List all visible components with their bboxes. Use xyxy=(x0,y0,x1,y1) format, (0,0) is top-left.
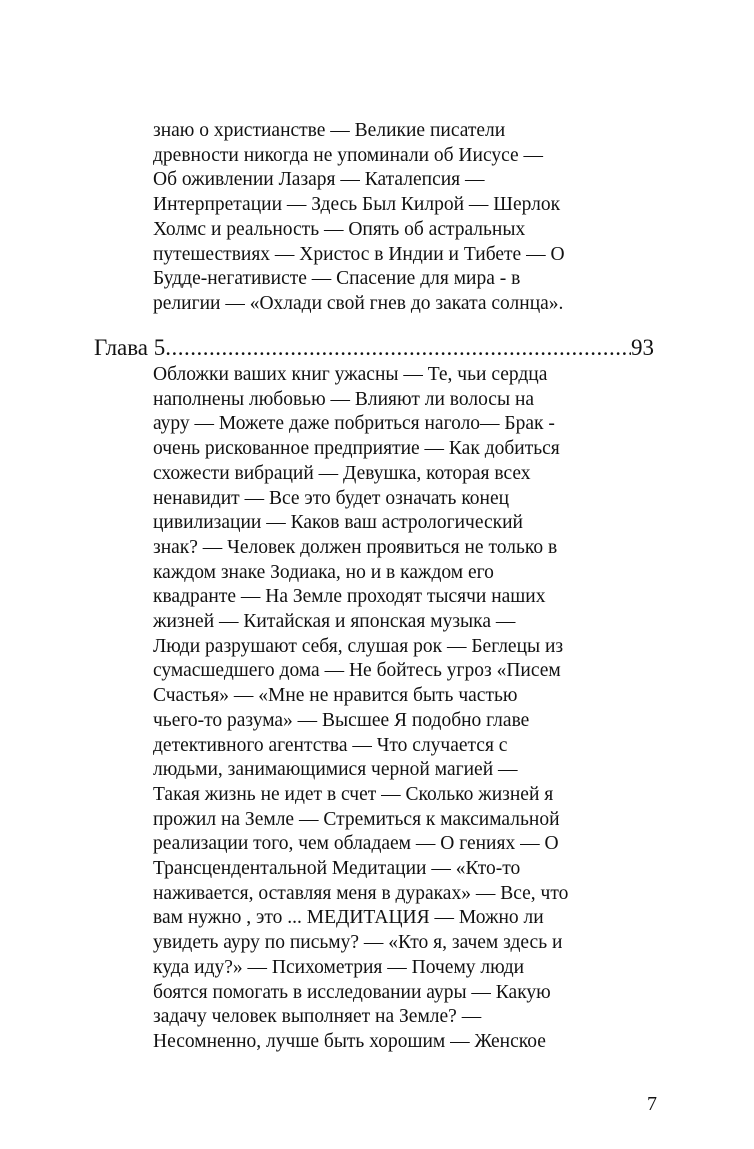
text-line: ауру — Можете даже побриться наголо— Брак - xyxy=(153,413,555,435)
text-line: Такая жизнь не идет в счет — Сколько жизней я xyxy=(153,783,554,805)
text-line: Будде-негативисте — Спасение для мира - в xyxy=(153,268,521,290)
text-line: квадранте — На Земле проходят тысячи наших xyxy=(153,586,546,608)
chapter-title: Глава 5 xyxy=(94,335,166,360)
text-line: вам нужно , это ... МЕДИТАЦИЯ — Можно ли xyxy=(153,907,544,929)
text-line: сумасшедшего дома — Не бойтесь угроз «Писем xyxy=(153,660,561,682)
text-line: знаю о христианстве — Великие писатели xyxy=(153,120,506,141)
text-line: Интерпретации — Здесь Был Килрой — Шерлок xyxy=(153,194,561,216)
text-line: прожил на Земле — Стремиться к максимальной xyxy=(153,808,560,830)
page-number: 7 xyxy=(647,1093,657,1115)
text-line: Счастья» — «Мне не нравится быть частью xyxy=(153,685,518,707)
text-line: очень рискованное предприятие — Как добиться xyxy=(153,438,560,460)
text-line: цивилизации — Каков ваш астрологический xyxy=(153,512,523,534)
text-line: Обложки ваших книг ужасны — Те, чьи сердца xyxy=(153,364,548,385)
text-line: людьми, занимающимися черной магией — xyxy=(153,759,518,781)
previous-chapter-topics xyxy=(153,119,633,317)
text-line: Трансцендентальной Медитации — «Кто-то xyxy=(153,858,521,880)
text-line: задачу человек выполняет на Земле? — xyxy=(153,1006,482,1028)
text-line: жизней — Китайская и японская музыка — xyxy=(153,611,516,633)
text-line: куда иду?» — Психометрия — Почему люди xyxy=(153,956,525,978)
chapter-page-number: 93 xyxy=(631,335,654,360)
text-line: наживается, оставляя меня в дураках» — Все, что xyxy=(153,882,569,904)
text-line: схожести вибраций — Девушка, которая всех xyxy=(153,462,531,484)
text-line: увидеть ауру по письму? — «Кто я, зачем здесь и xyxy=(153,932,563,954)
text-line: боятся помогать в исследовании ауры — Какую xyxy=(153,981,551,1003)
text-line: религии — «Охлади свой гнев до заката солнца». xyxy=(153,292,564,314)
text-line: путешествиях — Христос в Индии и Тибете — О xyxy=(153,243,565,265)
text-line: чьего-то разума» — Высшее Я подобно главе xyxy=(153,709,530,731)
dot-leader xyxy=(165,334,631,362)
chapter-5-topics xyxy=(153,363,633,1055)
text-line: детективного агентства — Что случается с xyxy=(153,734,508,756)
text-line: Холмс и реальность — Опять об астральных xyxy=(153,218,526,240)
text-line: каждом знаке Зодиака, но и в каждом его xyxy=(153,561,494,583)
text-line: Несомненно, лучше быть хорошим — Женское xyxy=(153,1030,546,1052)
text-line: Об оживлении Лазаря — Каталепсия — xyxy=(153,169,485,191)
toc-entry-chapter-5[interactable] xyxy=(94,334,654,362)
text-line: знак? — Человек должен проявиться не только в xyxy=(153,536,558,558)
text-line: реализации того, чем обладаем — О гениях — О xyxy=(153,833,559,855)
text-line: наполнены любовью — Влияют ли волосы на xyxy=(153,388,535,410)
text-line: Люди разрушают себя, слушая рок — Беглецы из xyxy=(153,635,564,657)
text-line: ненавидит — Все это будет означать конец xyxy=(153,487,510,509)
text-line: древности никогда не упоминали об Иисусе — xyxy=(153,144,544,166)
